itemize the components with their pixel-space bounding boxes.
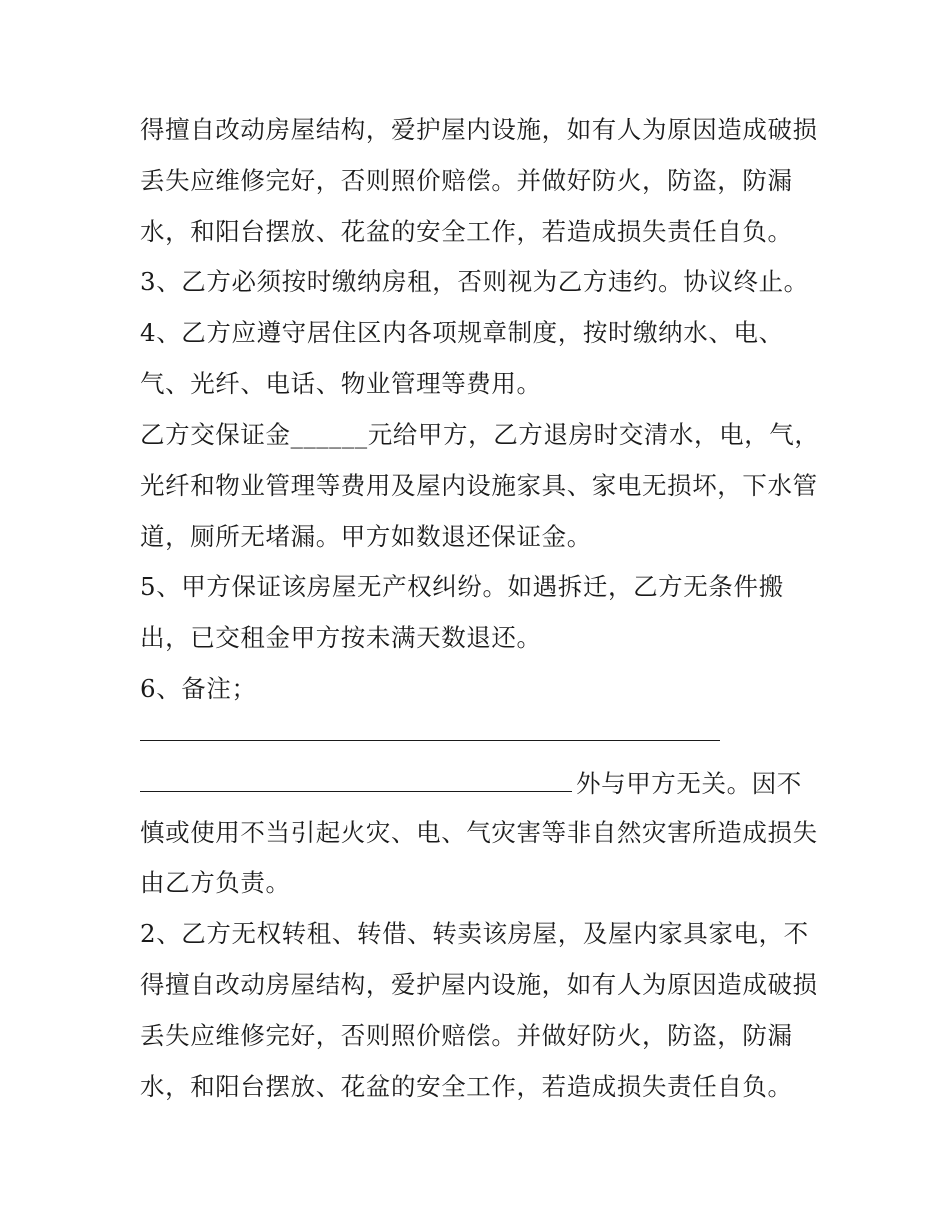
text-line: 水，和阳台摆放、花盆的安全工作，若造成损失责任自负。 bbox=[140, 1072, 793, 1101]
text-line: 道，厕所无堵漏。甲方如数退还保证金。 bbox=[140, 522, 592, 551]
blank-fill-line bbox=[140, 740, 720, 741]
text-line: 丢失应维修完好，否则照价赔偿。并做好防火，防盗，防漏 bbox=[140, 1021, 793, 1050]
text-line: 6、备注； bbox=[140, 674, 257, 703]
text-line: 水，和阳台摆放、花盆的安全工作，若造成损失责任自负。 bbox=[140, 217, 793, 246]
text-line: 由乙方负责。 bbox=[140, 868, 291, 897]
text-line: 得擅自改动房屋结构，爱护屋内设施，如有人为原因造成破损 bbox=[140, 115, 818, 144]
text-line: 光纤和物业管理等费用及屋内设施家具、家电无损坏，下水管 bbox=[140, 471, 818, 500]
blank-fill-line bbox=[140, 767, 572, 792]
text-line: 慎或使用不当引起火灾、电、气灾害等非自然灾害所造成损失 bbox=[140, 818, 818, 847]
text-line: 2、乙方无权转租、转借、转卖该房屋，及屋内家具家电，不 bbox=[140, 919, 809, 948]
text-line: 5、甲方保证该房屋无产权纠纷。如遇拆迁，乙方无条件搬 bbox=[140, 572, 784, 601]
text-line: 乙方交保证金______元给甲方，乙方退房时交清水，电，气， bbox=[140, 420, 820, 449]
text-line: 4、乙方应遵守居住区内各项规章制度，按时缴纳水、电、 bbox=[140, 318, 784, 347]
text-line-with-blank bbox=[140, 767, 802, 799]
text-fragment: 外与甲方无关。因不 bbox=[576, 769, 802, 798]
text-line: 出，已交租金甲方按未满天数退还。 bbox=[140, 623, 542, 652]
text-line: 3、乙方必须按时缴纳房租，否则视为乙方违约。协议终止。 bbox=[140, 267, 809, 296]
text-line: 气、光纤、电话、物业管理等费用。 bbox=[140, 369, 542, 398]
text-line: 得擅自改动房屋结构，爱护屋内设施，如有人为原因造成破损 bbox=[140, 970, 818, 999]
text-line: 丢失应维修完好，否则照价赔偿。并做好防火，防盗，防漏 bbox=[140, 166, 793, 195]
